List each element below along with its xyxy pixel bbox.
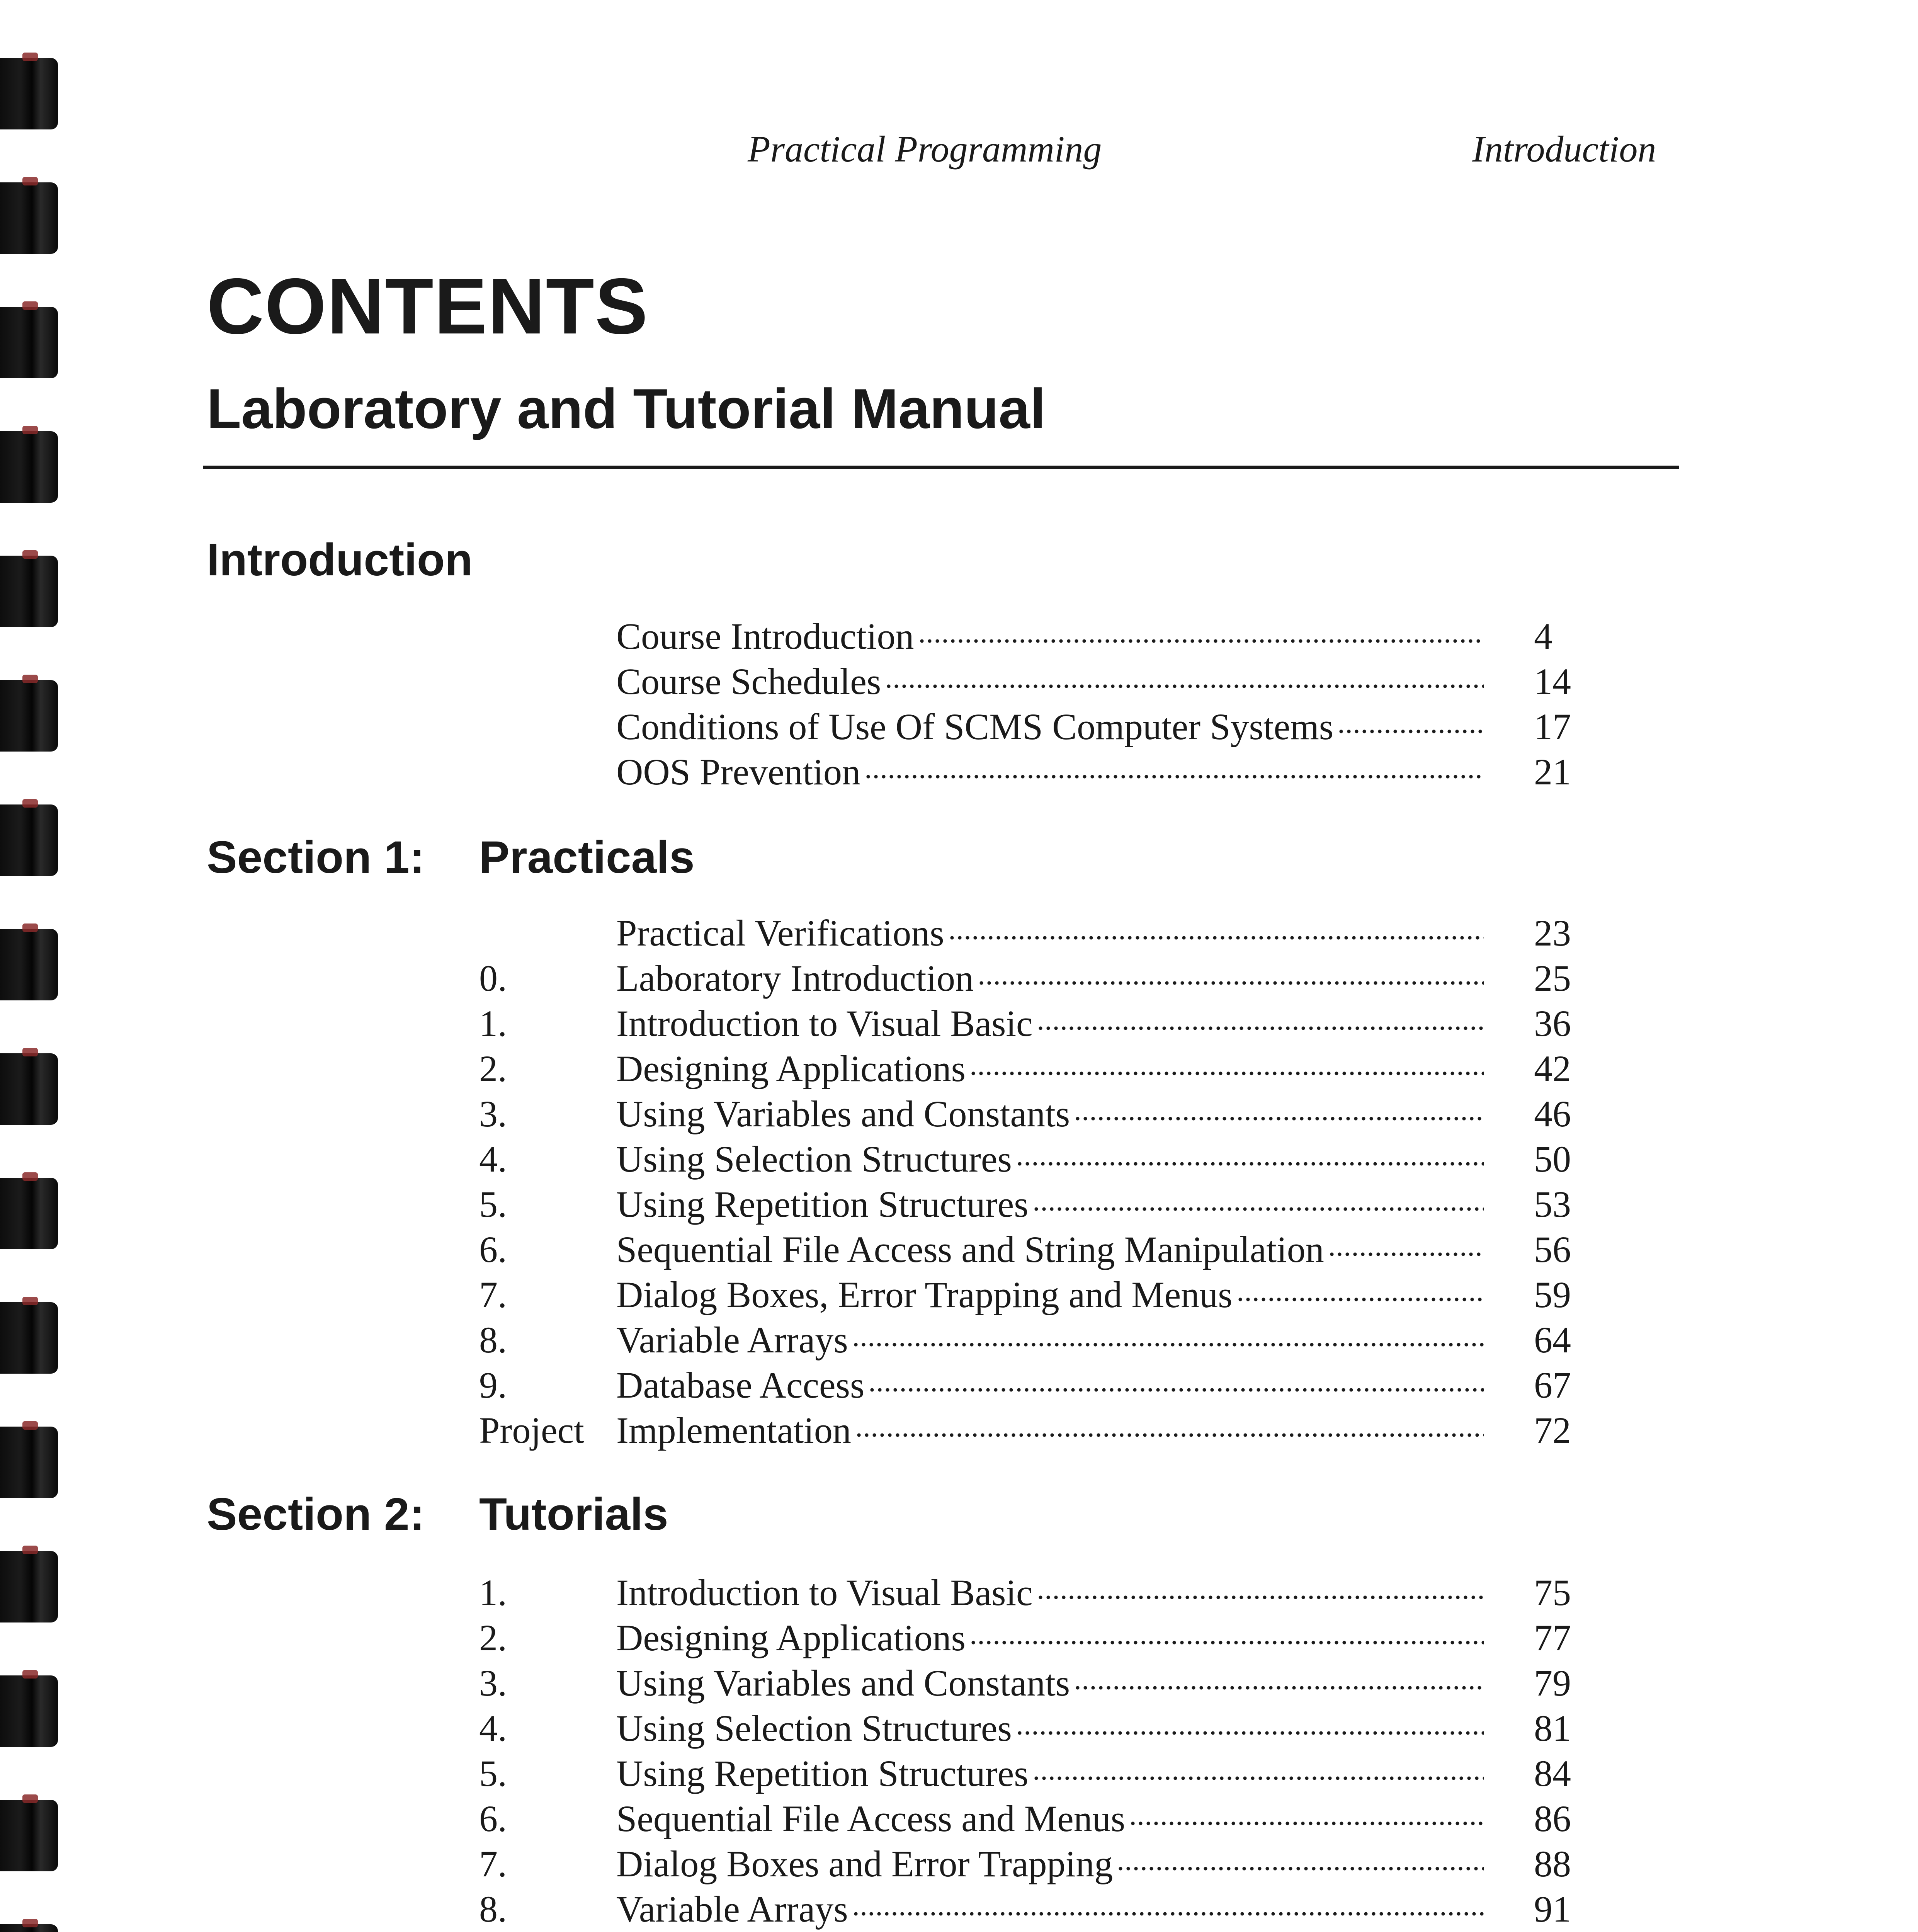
toc-entry-title: Using Repetition Structures — [616, 1184, 1029, 1225]
toc-entry-page: 84 — [1534, 1753, 1571, 1794]
dot-leader — [1037, 1593, 1484, 1602]
toc-entry-title: Implementation — [616, 1410, 851, 1451]
binding-ring — [0, 1053, 58, 1125]
toc-entry — [479, 1615, 1600, 1660]
toc-entry-page: 21 — [1534, 751, 1571, 793]
dot-leader — [1129, 1819, 1484, 1828]
dot-leader — [1337, 727, 1484, 736]
toc-entry-number: 5. — [479, 1753, 507, 1794]
dot-leader — [885, 682, 1484, 690]
dot-leader — [1037, 1024, 1484, 1032]
toc-entry — [479, 1046, 1600, 1091]
dot-leader — [852, 1910, 1484, 1918]
toc-entry-page: 86 — [1534, 1798, 1571, 1839]
toc-entry-page: 56 — [1534, 1229, 1571, 1270]
binding-ring — [0, 680, 58, 752]
toc-entry-title: Laboratory Introduction — [616, 957, 974, 999]
page-title: CONTENTS — [207, 262, 649, 350]
toc-entry — [479, 1001, 1600, 1046]
toc-entry — [479, 1136, 1600, 1182]
toc-entry-number: 9. — [479, 1364, 507, 1406]
binding-ring — [0, 1924, 58, 1932]
toc-entry — [479, 704, 1600, 749]
toc-entry-number: 8. — [479, 1319, 507, 1361]
binding-ring — [0, 1427, 58, 1498]
running-header-left: Practical Programming — [748, 128, 1102, 170]
toc-entry — [479, 1272, 1600, 1317]
binding-ring — [0, 1302, 58, 1374]
toc-entry-page: 25 — [1534, 957, 1571, 999]
toc-entry — [479, 1841, 1600, 1886]
binding-ring — [0, 182, 58, 254]
toc-entry — [479, 1796, 1600, 1841]
toc-entry-title: Introduction to Visual Basic — [616, 1572, 1033, 1613]
toc-entry-number: 0. — [479, 957, 507, 999]
toc-entry — [479, 956, 1600, 1001]
toc-entry-title: Designing Applications — [616, 1617, 966, 1658]
dot-leader — [918, 637, 1484, 645]
dot-leader — [1032, 1205, 1484, 1213]
toc-entry-title: Conditions of Use Of SCMS Computer Systems — [616, 706, 1334, 747]
dot-leader — [1032, 1774, 1484, 1782]
toc-entry — [479, 1091, 1600, 1136]
toc-entry-title: Dialog Boxes and Error Trapping — [616, 1843, 1113, 1884]
spiral-binding — [0, 0, 66, 1932]
title-rule — [203, 466, 1679, 469]
toc-entry — [479, 1706, 1600, 1751]
toc-entry-number: 7. — [479, 1843, 507, 1884]
page-subtitle: Laboratory and Tutorial Manual — [207, 377, 1046, 440]
toc-entry-number: 8. — [479, 1888, 507, 1930]
toc-entry — [479, 1886, 1600, 1932]
toc-entry-number: 3. — [479, 1093, 507, 1134]
toc-entry-number: 7. — [479, 1274, 507, 1315]
toc-entry-number: 3. — [479, 1662, 507, 1704]
toc-introduction — [479, 614, 1600, 794]
toc-entry-page: 53 — [1534, 1184, 1571, 1225]
toc-entry-title: Sequential File Access and Menus — [616, 1798, 1126, 1839]
toc-entry-number: 2. — [479, 1617, 507, 1658]
dot-leader — [1236, 1295, 1484, 1304]
toc-entry — [479, 1317, 1600, 1362]
toc-entry-page: 64 — [1534, 1319, 1571, 1361]
toc-entry-number: 5. — [479, 1184, 507, 1225]
toc-entry — [479, 614, 1600, 659]
toc-entry-page: 88 — [1534, 1843, 1571, 1884]
toc-entry-title: Using Variables and Constants — [616, 1093, 1070, 1134]
toc-entry-page: 72 — [1534, 1410, 1571, 1451]
toc-entry-page: 79 — [1534, 1662, 1571, 1704]
binding-ring — [0, 58, 58, 129]
toc-entry-title: Designing Applications — [616, 1048, 966, 1089]
toc-entry — [479, 1227, 1600, 1272]
toc-entry-title: Variable Arrays — [616, 1319, 848, 1361]
toc-entry-title: Using Repetition Structures — [616, 1753, 1029, 1794]
toc-entry-number: 6. — [479, 1229, 507, 1270]
toc-entry-page: 14 — [1534, 661, 1571, 702]
toc-entry-number: 6. — [479, 1798, 507, 1839]
toc-entry — [479, 659, 1600, 704]
toc-entry-title: Using Selection Structures — [616, 1708, 1012, 1749]
section-number-2: Section 2: — [207, 1489, 425, 1540]
dot-leader — [868, 1386, 1484, 1394]
dot-leader — [969, 1638, 1484, 1647]
toc-entry-page: 81 — [1534, 1708, 1571, 1749]
toc-entry-page: 91 — [1534, 1888, 1571, 1930]
toc-entry — [479, 910, 1600, 956]
dot-leader — [855, 1431, 1484, 1439]
toc-entry-page: 77 — [1534, 1617, 1571, 1658]
toc-entry-page: 17 — [1534, 706, 1571, 747]
dot-leader — [1016, 1160, 1484, 1168]
toc-entry-number: 4. — [479, 1708, 507, 1749]
dot-leader — [978, 979, 1484, 987]
toc-entry-page: 42 — [1534, 1048, 1571, 1089]
toc-entry-number: 1. — [479, 1003, 507, 1044]
section-heading-tutorials: Tutorials — [479, 1489, 668, 1540]
toc-entry — [479, 1660, 1600, 1706]
toc-entry — [479, 749, 1600, 794]
toc-entry-title: Using Selection Structures — [616, 1138, 1012, 1180]
binding-ring — [0, 307, 58, 378]
binding-ring — [0, 556, 58, 627]
toc-entry — [479, 1408, 1600, 1453]
toc-entry-title: Course Schedules — [616, 661, 881, 702]
toc-entry — [479, 1362, 1600, 1408]
toc-entry-title: Database Access — [616, 1364, 865, 1406]
binding-ring — [0, 1178, 58, 1249]
dot-leader — [948, 934, 1484, 942]
binding-ring — [0, 431, 58, 503]
toc-entry-title: Practical Verifications — [616, 912, 944, 954]
toc-entry — [479, 1570, 1600, 1615]
toc-entry-title: Sequential File Access and String Manipulation — [616, 1229, 1324, 1270]
toc-entry-number: 1. — [479, 1572, 507, 1613]
toc-entry — [479, 1182, 1600, 1227]
toc-entry-title: Using Variables and Constants — [616, 1662, 1070, 1704]
toc-entry-page: 50 — [1534, 1138, 1571, 1180]
toc-entry-page: 75 — [1534, 1572, 1571, 1613]
binding-ring — [0, 804, 58, 876]
section-heading-practicals: Practicals — [479, 832, 695, 883]
running-header-right: Introduction — [1472, 128, 1656, 170]
dot-leader — [969, 1069, 1484, 1078]
toc-entry-page: 36 — [1534, 1003, 1571, 1044]
toc-entry-title: Course Introduction — [616, 616, 914, 657]
toc-entry-title: OOS Prevention — [616, 751, 860, 793]
binding-ring — [0, 929, 58, 1000]
toc-tutorials — [479, 1570, 1600, 1932]
toc-entry-number: 4. — [479, 1138, 507, 1180]
toc-entry-page: 67 — [1534, 1364, 1571, 1406]
dot-leader — [864, 772, 1484, 781]
toc-entry-page: 46 — [1534, 1093, 1571, 1134]
binding-ring — [0, 1551, 58, 1622]
dot-leader — [1074, 1114, 1484, 1123]
binding-ring — [0, 1800, 58, 1871]
toc-entry-page: 4 — [1534, 616, 1552, 657]
toc-entry-title: Introduction to Visual Basic — [616, 1003, 1033, 1044]
dot-leader — [1016, 1729, 1484, 1737]
dot-leader — [1328, 1250, 1484, 1259]
dot-leader — [1117, 1864, 1484, 1873]
section-number-1: Section 1: — [207, 832, 425, 883]
toc-entry-page: 59 — [1534, 1274, 1571, 1315]
dot-leader — [1074, 1684, 1484, 1692]
toc-entry-number: Project — [479, 1410, 584, 1451]
toc-entry-number: 2. — [479, 1048, 507, 1089]
toc-entry-title: Variable Arrays — [616, 1888, 848, 1930]
section-heading-introduction: Introduction — [207, 534, 473, 585]
binding-ring — [0, 1675, 58, 1747]
toc-entry-title: Dialog Boxes, Error Trapping and Menus — [616, 1274, 1233, 1315]
toc-practicals — [479, 910, 1600, 1453]
toc-entry-page: 23 — [1534, 912, 1571, 954]
toc-entry — [479, 1751, 1600, 1796]
dot-leader — [852, 1340, 1484, 1349]
